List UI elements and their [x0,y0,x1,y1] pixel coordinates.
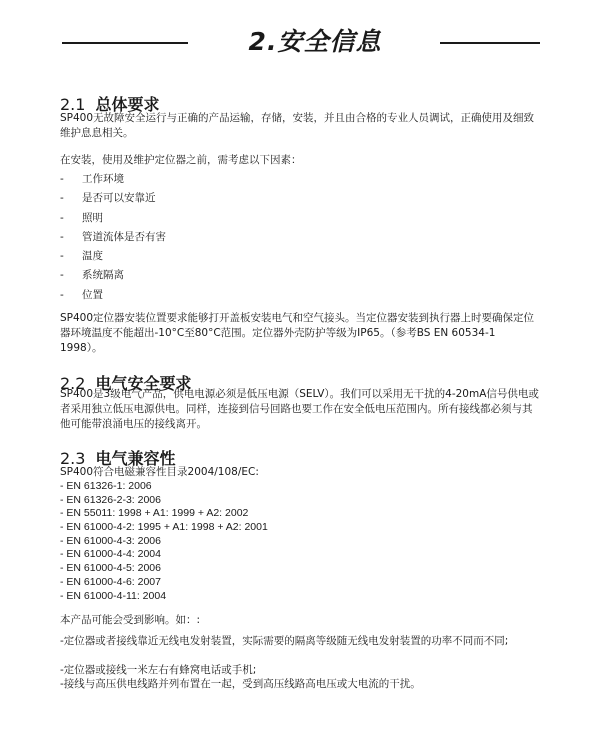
factor-list [60,172,166,307]
list-item: - EN 61326-1: 2006 [60,480,152,492]
section-number: 2.1 [60,95,86,114]
list-item: - EN 61000-4-5: 2006 [60,562,161,575]
list-item: - 照明 [60,211,103,224]
section-number: 2.2 [60,374,86,393]
list-item: - 系统隔离 [60,269,124,282]
paragraph: SP400符合电磁兼容性目录2004/108/EC: [60,466,259,478]
paragraph: 在安装，使用及维护定位器之前，需考虑以下因素： [60,154,302,166]
list-item: - 是否可以安靠近 [60,192,156,205]
chapter-title: 2.安全信息 [248,27,382,56]
list-item: - EN 61000-4-4: 2004 [60,548,161,561]
list-item: - 工作环境 [60,173,124,185]
chapter-header [0,22,602,62]
title-rule-right [440,42,540,44]
paragraph: SP400是3级电气产品，供电电源必须是低压电源（SELV）。我们可以采用无干扰的4-20mA信号供电或者采用独立低压电源供电。同样，连接到信号回路也要工作在安全低电压范围内。所有接线都必须与其他可能带浪涌电压的接线离开。 [60,388,539,430]
section-title: 总体要求 [95,95,160,114]
list-item: - EN 61000-4-3: 2006 [60,534,161,547]
list-item: - 温度 [60,250,103,263]
list-item: - 管道流体是否有害 [60,230,166,243]
list-item: - EN 55011: 1998 + A1: 1999 + A2: 2002 [60,507,249,520]
section-title: 电气安全要求 [95,374,192,393]
note-line: -定位器或接线一米左右有蜂窝电话或手机; [60,664,257,676]
section-title: 电气兼容性 [95,449,176,468]
title-rule-left [62,42,188,44]
note-line: -接线与高压供电线路并列布置在一起，受到高压线路高电压或大电流的干扰。 [60,678,421,690]
note-line: -定位器或者接线靠近无线电发射装置，实际需要的隔离等级随无线电发射装置的功率不同而不同; [60,635,509,647]
paragraph: SP400无故障安全运行与正确的产品运输，存储，安装，并且由合格的专业人员调试，正确使用及细致维护息息相关。 [60,112,535,139]
paragraph: 本产品可能会受到影响。如：: [60,614,201,626]
list-item: - EN 61000-4-6: 2007 [60,575,161,588]
paragraph: SP400定位器安装位置要求能够打开盖板安装电气和空气接头。当定位器安装到执行器上时要确保定位器环境温度不能超出-10°C至80°C范围。定位器外壳防护等级为IP65。（参考BS EN 60534-1 1998）。 [60,312,535,354]
standards-list [60,480,268,603]
list-item: - 位置 [60,288,103,301]
list-item: - EN 61326-2-3: 2006 [60,493,161,506]
list-item: - EN 61000-4-2: 1995 + A1: 1998 + A2: 2001 [60,521,268,534]
section-number: 2.3 [60,449,86,468]
list-item: - EN 61000-4-11: 2004 [60,589,167,602]
